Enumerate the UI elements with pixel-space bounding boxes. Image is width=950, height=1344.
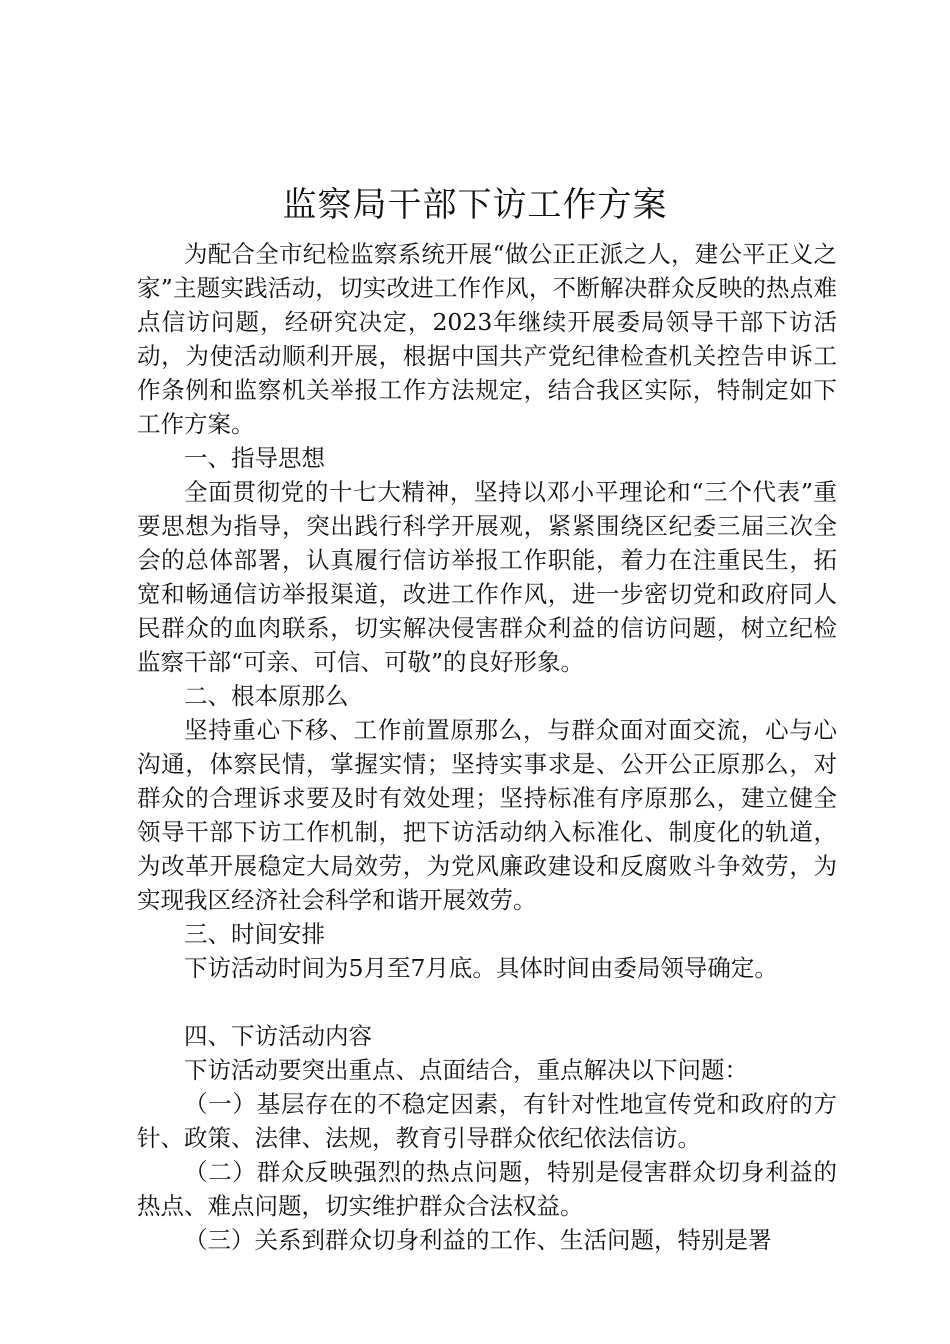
section-heading-activity-content: 四、下访活动内容 (184, 1022, 372, 1050)
document-title: 监察局干部下访工作方案 (282, 185, 668, 225)
document-body (137, 237, 837, 1257)
activity-content-intro: 下访活动要突出重点、点面结合，重点解决以下问题： (184, 1056, 748, 1084)
schedule-paragraph: 下访活动时间为5月至7月底。具体时间由委局领导确定。 (184, 954, 778, 982)
activity-item-3: （三）关系到群众切身利益的工作、生活问题，特别是署 (184, 1226, 772, 1254)
section-heading-basic-principles: 二、根本原那么 (184, 682, 349, 710)
guiding-ideology-paragraph: 全面贯彻党的十七大精神，坚持以邓小平理论和“三个代表”重要思想为指导，突出践行科学开展观，紧紧围绕区纪委三届三次全会的总体部署，认真履行信访举报工作职能，着力在注重民生，拓宽和畅通信访举报渠道，改进工作作风，进一步密切党和政府同人民群众的血肉联系，切实解决侵害群众利益的信访问题，树立纪检监察干部“可亲、可信、可敬”的良好形象。 (137, 478, 837, 676)
basic-principles-paragraph: 坚持重心下移、工作前置原那么，与群众面对面交流，心与心沟通，体察民情，掌握实情；坚持实事求是、公开公正原那么，对群众的合理诉求要及时有效处理；坚持标准有序原那么，建立健全领导干部下访工作机制，把下访活动纳入标准化、制度化的轨道，为改革开展稳定大局效劳，为党风廉政建设和反腐败斗争效劳，为实现我区经济社会科学和谐开展效劳。 (137, 716, 837, 914)
activity-item-2: （二）群众反映强烈的热点问题，特别是侵害群众切身利益的热点、难点问题，切实维护群众合法权益。 (137, 1158, 837, 1220)
section-heading-guiding-ideology: 一、指导思想 (184, 444, 325, 472)
section-heading-schedule: 三、时间安排 (184, 920, 325, 948)
activity-item-1: （一）基层存在的不稳定因素，有针对性地宣传党和政府的方针、政策、法律、法规，教育引导群众依纪依法信访。 (137, 1090, 837, 1152)
intro-paragraph: 为配合全市纪检监察系统开展“做公正正派之人，建公平正义之家”主题实践活动，切实改进工作作风，不断解决群众反映的热点难点信访问题，经研究决定，2023年继续开展委局领导干部下访活动，为使活动顺利开展，根据中国共产党纪律检查机关控告申诉工作条例和监察机关举报工作方法规定，结合我区实际，特制定如下工作方案。 (137, 240, 837, 438)
